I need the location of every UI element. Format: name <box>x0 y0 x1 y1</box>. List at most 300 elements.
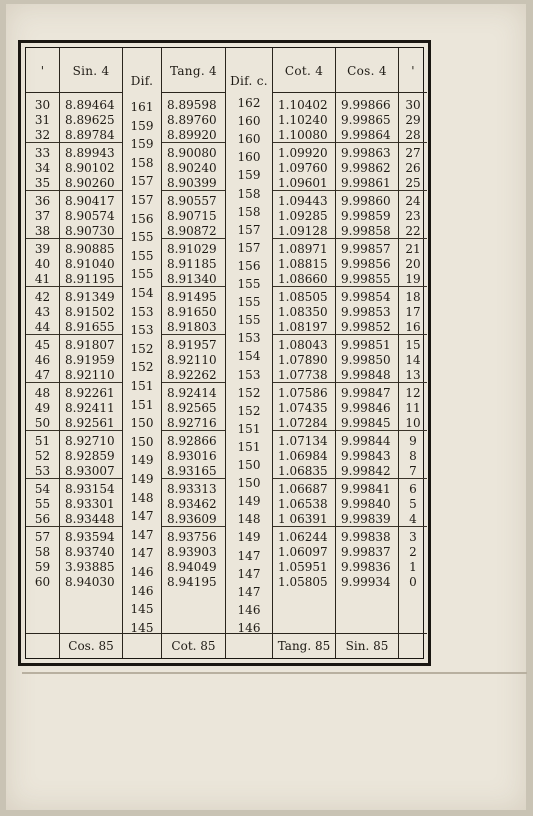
row-group <box>399 94 427 143</box>
sine-difference-value: 147 <box>130 527 154 542</box>
minute-value: 32 <box>34 128 51 142</box>
sine-difference-value: 146 <box>130 565 154 579</box>
sine-difference-value: 150 <box>130 434 154 449</box>
cosine-value: 9.99850 <box>341 353 391 367</box>
page-fold-line <box>22 672 527 674</box>
right-minute-value: 25 <box>405 176 421 190</box>
tangent-value: 8.90872 <box>167 224 217 238</box>
sine-difference-value: 161 <box>130 100 154 114</box>
tangent-difference-value: 150 <box>237 476 261 491</box>
right-minute-value: 0 <box>409 575 417 589</box>
col-footer-cos85: Cos. 85 <box>68 639 114 653</box>
sine-value: 8.90260 <box>65 176 115 190</box>
right-minute-value: 23 <box>405 209 421 223</box>
sine-value: 3.93885 <box>65 560 115 574</box>
sine-value: 8.89784 <box>65 128 115 142</box>
sine-value: 8.92710 <box>65 434 115 448</box>
sine-difference-value: 147 <box>130 509 154 524</box>
cotangent-value: 1 06391 <box>278 512 328 526</box>
cosine-value: 9.99853 <box>341 305 391 319</box>
tangent-value: 8.90715 <box>167 209 217 223</box>
tangent-value: 8.90240 <box>167 161 217 175</box>
minute-value: 59 <box>34 560 51 574</box>
sine-value: 8.90730 <box>65 224 115 238</box>
right-minute-value: 8 <box>409 449 417 463</box>
cotangent-value: 1.08660 <box>278 272 328 286</box>
sine-difference-value: 155 <box>130 248 154 263</box>
right-minute-value: 1 <box>409 560 417 574</box>
cotangent-value: 1.08971 <box>278 242 328 256</box>
row-group <box>273 142 335 191</box>
cosine-value: 9.99859 <box>341 209 391 223</box>
right-minute-value: 22 <box>405 224 421 238</box>
cosine-value: 9.99846 <box>341 401 391 415</box>
cotangent-value: 1.09128 <box>278 224 328 238</box>
right-minute-value: 4 <box>409 512 417 526</box>
sine-value: 8.91195 <box>65 272 115 286</box>
cotangent-value: 1.08350 <box>278 305 328 319</box>
right-minute-value: 9 <box>409 434 417 448</box>
row-group <box>336 334 398 383</box>
row-group <box>60 142 122 191</box>
right-minute-value: 24 <box>405 194 421 208</box>
tangent-difference-value: 157 <box>237 222 261 237</box>
minute-value: 36 <box>34 194 51 208</box>
sine-value: 8.91502 <box>65 305 115 319</box>
cotangent-value: 1.06244 <box>278 530 328 544</box>
row-group <box>26 190 59 239</box>
row-group <box>336 478 398 527</box>
right-minute-value: 3 <box>409 530 417 544</box>
cotangent-value: 1.07284 <box>278 416 328 430</box>
right-minute-value: 10 <box>405 416 421 430</box>
sine-value: 8.93301 <box>65 497 115 511</box>
right-minute-value: 15 <box>405 338 421 352</box>
sine-value: 8.94030 <box>65 575 115 589</box>
row-group <box>273 382 335 431</box>
cotangent-value: 1.09920 <box>278 146 328 160</box>
col-header-sine: Sin. 4 <box>72 64 110 78</box>
tangent-difference-value: 153 <box>237 331 261 346</box>
tangent-difference-value: 147 <box>237 548 261 563</box>
minute-value: 39 <box>34 242 51 256</box>
col-header-minutes: ' <box>40 64 45 78</box>
cotangent-value: 1.10080 <box>278 128 328 142</box>
minute-value: 52 <box>34 449 51 463</box>
sine-difference-value: 156 <box>130 211 154 226</box>
sine-difference-value: 148 <box>130 490 154 505</box>
sine-difference-value: 157 <box>130 193 154 207</box>
sine-value: 8.90417 <box>65 194 115 208</box>
row-group <box>336 526 398 589</box>
cosine-value: 9.99844 <box>341 434 391 448</box>
minute-value: 50 <box>34 416 51 430</box>
sine-value: 8.93594 <box>65 530 115 544</box>
sine-difference-value: 150 <box>130 416 154 431</box>
tangent-difference-value: 158 <box>237 186 261 201</box>
row-group <box>162 94 225 143</box>
cosine-value: 9.99845 <box>341 416 391 430</box>
tangent-difference-value: 155 <box>237 277 261 291</box>
sine-value: 8.92859 <box>65 449 115 463</box>
cosine-value: 9.99854 <box>341 290 391 304</box>
tangent-difference-value: 155 <box>237 313 261 328</box>
tangent-value: 8.93903 <box>167 545 217 559</box>
tangent-value: 8.93016 <box>167 449 217 463</box>
tangent-value: 8.94049 <box>167 560 217 574</box>
cotangent-value: 1.09760 <box>278 161 328 175</box>
tangent-value: 8.94195 <box>167 575 217 589</box>
right-minute-value: 7 <box>409 464 417 478</box>
cosine-column <box>336 48 399 658</box>
sine-difference-value: 146 <box>130 583 154 598</box>
cosine-value: 9.99857 <box>341 242 391 256</box>
cosine-value: 9.99862 <box>341 161 391 175</box>
tangent-value: 8.93462 <box>167 497 217 511</box>
tangent-value: 8.92110 <box>167 353 217 367</box>
cotangent-value: 1.06097 <box>278 545 328 559</box>
row-group <box>26 334 59 383</box>
tangent-value: 8.92262 <box>167 368 217 382</box>
tangent-difference-value: 151 <box>237 439 261 454</box>
minute-value: 48 <box>34 386 51 400</box>
cosine-value: 9.99864 <box>341 128 391 142</box>
cosine-value: 9.99837 <box>341 545 391 559</box>
tangent-difference-value: 158 <box>237 204 261 219</box>
row-group <box>399 430 427 479</box>
row-group <box>60 286 122 335</box>
cotangent-value: 1.05805 <box>278 575 328 589</box>
tangent-difference-value: 160 <box>237 150 261 165</box>
tangent-difference-value: 148 <box>237 512 261 527</box>
sine-value: 8.89464 <box>65 98 115 112</box>
tangent-value: 8.92414 <box>167 386 217 400</box>
right-minute-value: 2 <box>409 545 417 559</box>
row-group <box>336 142 398 191</box>
sine-value: 8.91959 <box>65 353 115 367</box>
sine-difference-value: 155 <box>130 230 154 245</box>
sine-column <box>60 48 123 658</box>
row-group <box>336 382 398 431</box>
sine-difference-value: 151 <box>130 397 154 412</box>
row-group <box>26 430 59 479</box>
cosine-value: 9.99847 <box>341 386 391 400</box>
cosine-value: 9.99848 <box>341 368 391 382</box>
tangent-difference-value: 160 <box>237 132 261 147</box>
cosine-value: 9.99842 <box>341 464 391 478</box>
tangent-difference-value: 155 <box>237 295 261 310</box>
minute-value: 55 <box>34 497 51 511</box>
right-minute-value: 13 <box>405 368 421 382</box>
col-header-dif-c: Dif. c. <box>230 74 268 88</box>
row-group <box>336 94 398 143</box>
minute-value: 40 <box>34 257 51 271</box>
cosine-value: 9.99855 <box>341 272 391 286</box>
row-group <box>162 286 225 335</box>
tangent-difference-value: 147 <box>237 584 261 599</box>
tangent-value: 8.89920 <box>167 128 217 142</box>
trig-log-table <box>18 40 431 666</box>
right-minute-value: 12 <box>405 386 421 400</box>
row-group <box>60 382 122 431</box>
tangent-difference-value: 152 <box>237 403 261 418</box>
header-rule <box>162 92 225 93</box>
minute-value: 54 <box>34 482 51 496</box>
cotangent-value: 1.10402 <box>278 98 328 112</box>
row-group <box>273 94 335 143</box>
minute-value: 41 <box>34 272 51 286</box>
sine-value: 8.92110 <box>65 368 115 382</box>
sine-value: 8.92561 <box>65 416 115 430</box>
row-group <box>273 526 335 589</box>
row-group <box>399 190 427 239</box>
row-group <box>273 430 335 479</box>
cotangent-value: 1.09601 <box>278 176 328 190</box>
cotangent-value: 1.05951 <box>278 560 328 574</box>
minute-value: 33 <box>34 146 51 160</box>
tangent-value: 8.90557 <box>167 194 217 208</box>
col-header-tangent: Tang. 4 <box>169 64 217 78</box>
col-header-cotangent: Cot. 4 <box>284 64 324 78</box>
tangent-value: 8.93609 <box>167 512 217 526</box>
right-minute-value: 14 <box>405 353 421 367</box>
sine-value: 8.92261 <box>65 386 115 400</box>
cosine-value: 9.99840 <box>341 497 391 511</box>
sine-difference-value: 157 <box>130 174 154 189</box>
row-group <box>26 142 59 191</box>
sine-value: 8.93740 <box>65 545 115 559</box>
row-group <box>273 190 335 239</box>
cotangent-value: 1.10240 <box>278 113 328 127</box>
cotangent-value: 1.09443 <box>278 194 328 208</box>
row-group <box>60 526 122 589</box>
right-minute-value: 16 <box>405 320 421 334</box>
col-footer-cot85: Cot. 85 <box>171 639 216 653</box>
right-minute-value: 18 <box>405 290 421 304</box>
minute-value: 34 <box>34 161 51 175</box>
row-group <box>399 142 427 191</box>
row-group <box>273 286 335 335</box>
header-rule <box>336 92 398 93</box>
minute-value: 42 <box>34 290 51 304</box>
row-group <box>273 478 335 527</box>
tangent-difference-value: 146 <box>237 620 261 635</box>
header-rule <box>26 92 59 93</box>
col-footer-tang85: Tang. 85 <box>277 639 331 653</box>
minute-value: 31 <box>34 113 51 127</box>
tangent-value: 8.91650 <box>167 305 217 319</box>
row-group <box>336 430 398 479</box>
col-header-right-minutes: ' <box>411 64 415 78</box>
cosine-value: 9.99836 <box>341 560 391 574</box>
tangent-value: 8.93756 <box>167 530 217 544</box>
minute-value: 30 <box>34 98 51 112</box>
minute-value: 44 <box>34 320 51 334</box>
sine-value: 8.93007 <box>65 464 115 478</box>
tangent-value: 8.89598 <box>167 98 217 112</box>
tangent-value: 8.92866 <box>167 434 217 448</box>
right-minute-value: 30 <box>405 98 421 112</box>
sine-value: 8.91040 <box>65 257 115 271</box>
cotangent-value: 1.07738 <box>278 368 328 382</box>
sine-difference-value: 155 <box>130 267 154 282</box>
row-group <box>162 142 225 191</box>
tangent-difference-value: 157 <box>237 240 261 255</box>
tangent-value: 8.92716 <box>167 416 217 430</box>
cotangent-value: 1.08815 <box>278 257 328 271</box>
col-header-dif: Dif. <box>130 74 154 88</box>
tangent-value: 8.91185 <box>167 257 217 271</box>
footer-rule <box>336 633 398 634</box>
row-group <box>26 238 59 287</box>
row-group <box>336 238 398 287</box>
sine-difference-value: 159 <box>130 118 154 133</box>
minute-value: 53 <box>34 464 51 478</box>
table-inner-frame <box>25 47 424 659</box>
sine-value: 8.89943 <box>65 146 115 160</box>
cosine-value: 9.99856 <box>341 257 391 271</box>
tangent-value: 8.90399 <box>167 176 217 190</box>
right-minute-value: 27 <box>405 146 421 160</box>
sine-difference-value: 149 <box>130 472 154 486</box>
minute-value: 45 <box>34 338 51 352</box>
minutes-column <box>26 48 60 658</box>
right-minute-value: 29 <box>405 113 421 127</box>
minute-value: 51 <box>34 434 51 448</box>
col-header-cosine: Cos. 4 <box>347 64 387 78</box>
row-group <box>399 238 427 287</box>
row-group <box>399 382 427 431</box>
row-group <box>26 526 59 589</box>
tangent-value: 8.91495 <box>167 290 217 304</box>
cosine-value: 9.99851 <box>341 338 391 352</box>
minute-value: 35 <box>34 176 51 190</box>
row-group <box>336 190 398 239</box>
cotangent-value: 1.07586 <box>278 386 328 400</box>
cotangent-column <box>273 48 336 658</box>
sine-difference-value: 152 <box>130 360 154 375</box>
sine-difference-value: 149 <box>130 453 154 468</box>
sine-difference-value: 153 <box>130 323 154 338</box>
cotangent-value: 1.06687 <box>278 482 328 496</box>
row-group <box>162 526 225 589</box>
tangent-value: 8.93313 <box>167 482 217 496</box>
right-minute-value: 26 <box>405 161 421 175</box>
right-minute-value: 19 <box>405 272 421 286</box>
tangent-difference-value: 149 <box>237 494 261 509</box>
cotangent-value: 1.07890 <box>278 353 328 367</box>
cosine-value: 9.99860 <box>341 194 391 208</box>
cosine-value: 9.99934 <box>341 575 391 589</box>
row-group <box>162 334 225 383</box>
sine-value: 8.91655 <box>65 320 115 334</box>
minute-value: 60 <box>34 575 51 589</box>
sine-value: 8.90102 <box>65 161 115 175</box>
sine-difference-value: 145 <box>130 602 154 617</box>
right-minute-value: 17 <box>405 305 421 319</box>
row-group <box>26 478 59 527</box>
sine-value: 8.90885 <box>65 242 115 256</box>
cotangent-value: 1.08505 <box>278 290 328 304</box>
right-minute-value: 5 <box>409 497 417 511</box>
minute-value: 49 <box>34 401 51 415</box>
minute-value: 57 <box>34 530 51 544</box>
cosine-value: 9.99852 <box>341 320 391 334</box>
sine-value: 8.93448 <box>65 512 115 526</box>
cotangent-value: 1.06984 <box>278 449 328 463</box>
tangent-value: 8.91340 <box>167 272 217 286</box>
common-difference-column <box>226 48 273 658</box>
minute-value: 38 <box>34 224 51 238</box>
footer-rule <box>273 633 335 634</box>
row-group <box>273 238 335 287</box>
row-group <box>399 286 427 335</box>
row-group <box>26 286 59 335</box>
sine-difference-value: 152 <box>130 341 154 356</box>
row-group <box>60 190 122 239</box>
minute-value: 56 <box>34 512 51 526</box>
row-group <box>399 334 427 383</box>
sine-value: 8.91349 <box>65 290 115 304</box>
cotangent-value: 1.07134 <box>278 434 328 448</box>
row-group <box>162 190 225 239</box>
cosine-value: 9.99866 <box>341 98 391 112</box>
tangent-value: 8.89760 <box>167 113 217 127</box>
right-minute-value: 6 <box>409 482 417 496</box>
cotangent-value: 1.07435 <box>278 401 328 415</box>
row-group <box>60 430 122 479</box>
minute-value: 43 <box>34 305 51 319</box>
row-group <box>60 478 122 527</box>
sine-value: 8.89625 <box>65 113 115 127</box>
cosine-value: 9.99841 <box>341 482 391 496</box>
row-group <box>162 430 225 479</box>
sine-difference-value: 153 <box>130 304 154 319</box>
sine-difference-value: 159 <box>130 137 154 152</box>
row-group <box>162 478 225 527</box>
header-rule <box>60 92 122 93</box>
tangent-difference-value: 151 <box>237 421 261 436</box>
row-group <box>60 334 122 383</box>
cosine-value: 9.99865 <box>341 113 391 127</box>
right-minute-value: 11 <box>405 401 421 415</box>
tangent-value: 8.93165 <box>167 464 217 478</box>
row-group <box>399 526 427 589</box>
row-group <box>162 382 225 431</box>
tangent-difference-value: 162 <box>237 96 261 110</box>
row-group <box>26 94 59 143</box>
row-group <box>60 238 122 287</box>
row-group <box>60 94 122 143</box>
tangent-value: 8.91029 <box>167 242 217 256</box>
footer-rule <box>399 633 427 634</box>
tangent-difference-value: 160 <box>237 114 261 129</box>
cotangent-value: 1.06538 <box>278 497 328 511</box>
minute-value: 46 <box>34 353 51 367</box>
tangent-difference-value: 146 <box>237 602 261 617</box>
row-group <box>399 478 427 527</box>
right-minute-value: 21 <box>405 242 421 256</box>
tangent-value: 8.90080 <box>167 146 217 160</box>
cosine-value: 9.99861 <box>341 176 391 190</box>
cotangent-value: 1.08197 <box>278 320 328 334</box>
difference-column <box>123 48 162 658</box>
sine-value: 8.93154 <box>65 482 115 496</box>
right-minute-value: 20 <box>405 257 421 271</box>
footer-rule <box>162 633 225 634</box>
cotangent-value: 1.06835 <box>278 464 328 478</box>
sine-value: 8.92411 <box>65 401 115 415</box>
